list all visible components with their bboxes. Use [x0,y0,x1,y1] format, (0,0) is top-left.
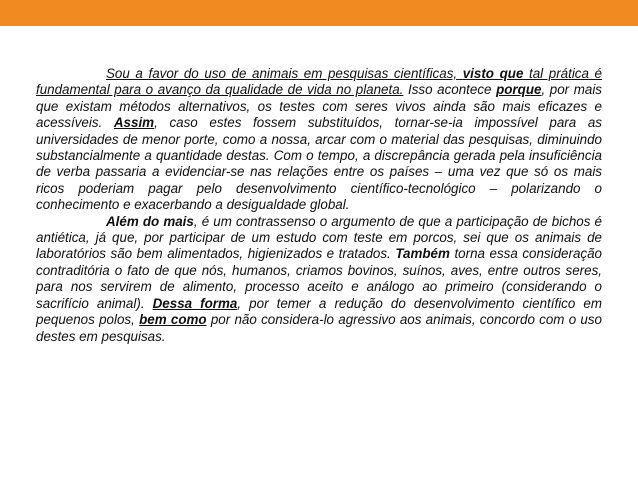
text-segment: , por temer a redução do desenvolvimento científico em pequenos polos, [36,295,602,328]
text-segment: , é um contrassenso o argumento de que a participação de bichos é antiética, já que, por participar de um estudo com teste em porcos, sei que os animais de laboratórios são bem alimentados, higienizados e tratados. [36,213,602,262]
paragraph-1 [36,66,602,214]
connective-visto-que: visto que [462,66,524,81]
connective-dessa-forma: Dessa forma [152,295,238,311]
connective-alem-do-mais: Além do mais [106,213,194,229]
connective-tambem: Também [395,246,450,262]
text-segment: por não considera-lo agressivo aos animais, concordo com o uso destes em pesquisas. [36,312,603,344]
text-segment: torna essa consideração contraditória o fato de que nós, humanos, criamos bovinos, suínos, aves, entre outros seres, para nos servirem de alimento, processo aceito e análogo ao primeiro (considerando o sacrifício animal). [36,246,602,311]
top-accent-bar [0,0,638,26]
connective-bem-como: bem como [139,312,207,328]
connective-porque: porque [496,82,542,98]
text-segment: , por mais que existam métodos alternativos, os testes com seres vivos ainda são mais eficazes e acessíveis. [36,82,602,131]
paragraph-2 [36,214,602,345]
underlined-text: Sou a favor do uso de animais em pesquisas científicas, [106,66,458,81]
connective-assim: Assim [113,115,155,131]
underlined-text: tal prática é fundamental para o avanço da qualidade de vida no planeta. [36,66,602,98]
text-segment: , caso estes fossem substituídos, tornar-se-ia impossível para as universidades de menor porte, como a nossa, arcar com o material das pesquisas, diminuindo substancialmente a quantidade destas. Com o tempo, a discrepância gerada pela insuficiência de verba passaria a evidenciar-se nas relações entre os países – uma vez que só os mais ricos poderiam pagar pelo desenvolvimento científico-tecnológico – polarizando o conhecimento e exacerbando a desigualdade global. [36,115,602,213]
text-segment: Isso acontece [403,82,497,98]
essay-text [36,66,602,345]
